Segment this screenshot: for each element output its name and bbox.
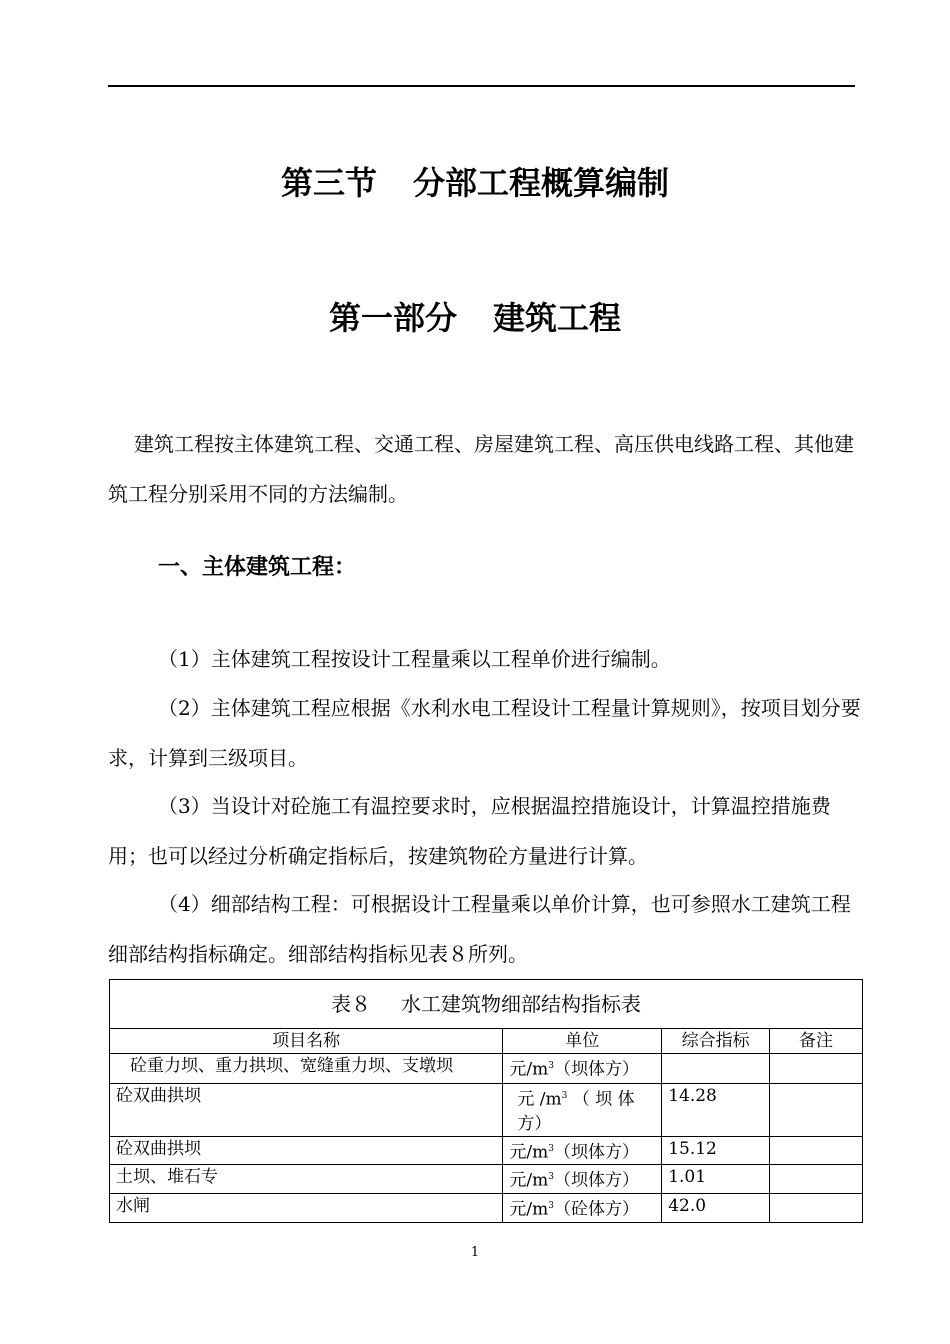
- unit-text: 元/m: [509, 1170, 549, 1191]
- row-value: 15.12: [662, 1136, 770, 1165]
- item-1: （1）主体建筑工程按设计工程量乘以工程单价进行编制。: [158, 647, 671, 671]
- row-name: 砼双曲拱坝: [110, 1136, 503, 1165]
- row-name: 土坝、堆石专: [110, 1165, 503, 1194]
- table-row: [110, 1193, 863, 1222]
- table-row: [110, 1165, 863, 1194]
- table-header-row: [110, 1029, 863, 1054]
- row-name: 砼重力坝、重力拱坝、宽缝重力坝、支墩坝: [110, 1054, 503, 1084]
- header-unit: 单位: [503, 1029, 662, 1054]
- unit-basis: （坝体方）: [553, 1059, 639, 1080]
- section-title: [0, 158, 950, 204]
- section-title-number: 第三节: [280, 164, 377, 202]
- part-title: [0, 293, 950, 339]
- item-4: （4）细部结构工程：可根据设计工程量乘以单价计算，也可参照水工建筑工程细部结构指标确定。细部结构指标见表８所列。: [108, 892, 851, 966]
- row-note: [770, 1136, 863, 1165]
- item-2: （2）主体建筑工程应根据《水利水电工程设计工程量计算规则》，按项目划分要求，计算到三级项目。: [108, 696, 861, 770]
- part-title-text: 建筑工程: [493, 299, 622, 337]
- unit-basis: （坝体方）: [553, 1170, 639, 1191]
- unit-basis: （砼体方）: [553, 1199, 639, 1220]
- section-heading: 一、主体建筑工程：: [158, 555, 357, 580]
- header-name: 项目名称: [110, 1029, 503, 1054]
- header-index: 综合指标: [662, 1029, 770, 1054]
- part-title-number: 第一部分: [328, 299, 457, 337]
- row-name: 水闸: [110, 1193, 503, 1222]
- unit-exponent: 3: [561, 1091, 568, 1101]
- unit-text: 元 /m: [517, 1089, 562, 1110]
- row-value: 42.0: [662, 1193, 770, 1222]
- table-row: [110, 1136, 863, 1165]
- row-value: [662, 1054, 770, 1084]
- unit-text: 元/m: [509, 1142, 549, 1163]
- table-row: [110, 1054, 863, 1084]
- unit-basis: （ 坝 体 方）: [517, 1089, 635, 1134]
- item-3: （3）当设计对砼施工有温控要求时，应根据温控措施设计，计算温控措施费用；也可以经过分析确定指标后，按建筑物砼方量进行计算。: [108, 794, 831, 868]
- row-note: [770, 1084, 863, 1137]
- table-caption-number: 表８: [331, 992, 371, 1016]
- row-unit: [503, 1165, 662, 1194]
- row-unit: [503, 1193, 662, 1222]
- section-title-text: 分部工程概算编制: [413, 164, 670, 202]
- row-value: 14.28: [662, 1084, 770, 1137]
- structure-index-table: [109, 979, 863, 1223]
- unit-exponent: 3: [548, 1172, 554, 1183]
- unit-basis: （坝体方）: [553, 1142, 639, 1163]
- unit-exponent: 3: [548, 1061, 554, 1071]
- page-number: 1: [470, 1245, 480, 1260]
- unit-exponent: 3: [548, 1143, 554, 1154]
- row-note: [770, 1054, 863, 1084]
- header-note: 备注: [770, 1029, 863, 1054]
- header-rule: [108, 85, 855, 87]
- table-caption: [110, 980, 863, 1029]
- row-unit: [503, 1084, 662, 1137]
- row-note: [770, 1193, 863, 1222]
- unit-exponent: 3: [548, 1200, 554, 1211]
- intro-paragraph: 建筑工程按主体建筑工程、交通工程、房屋建筑工程、高压供电线路工程、其他建筑工程分别采用不同的方法编制。: [108, 432, 854, 506]
- row-value: 1.01: [662, 1165, 770, 1194]
- table-caption-title: 水工建筑物细部结构指标表: [401, 992, 641, 1016]
- unit-text: 元/m: [509, 1059, 549, 1080]
- unit-text: 元/m: [509, 1199, 549, 1220]
- row-note: [770, 1165, 863, 1194]
- row-name: 砼双曲拱坝: [110, 1084, 503, 1137]
- row-unit: [503, 1136, 662, 1165]
- table-caption-row: [110, 980, 863, 1029]
- table-row: [110, 1084, 863, 1137]
- row-unit: [503, 1054, 662, 1084]
